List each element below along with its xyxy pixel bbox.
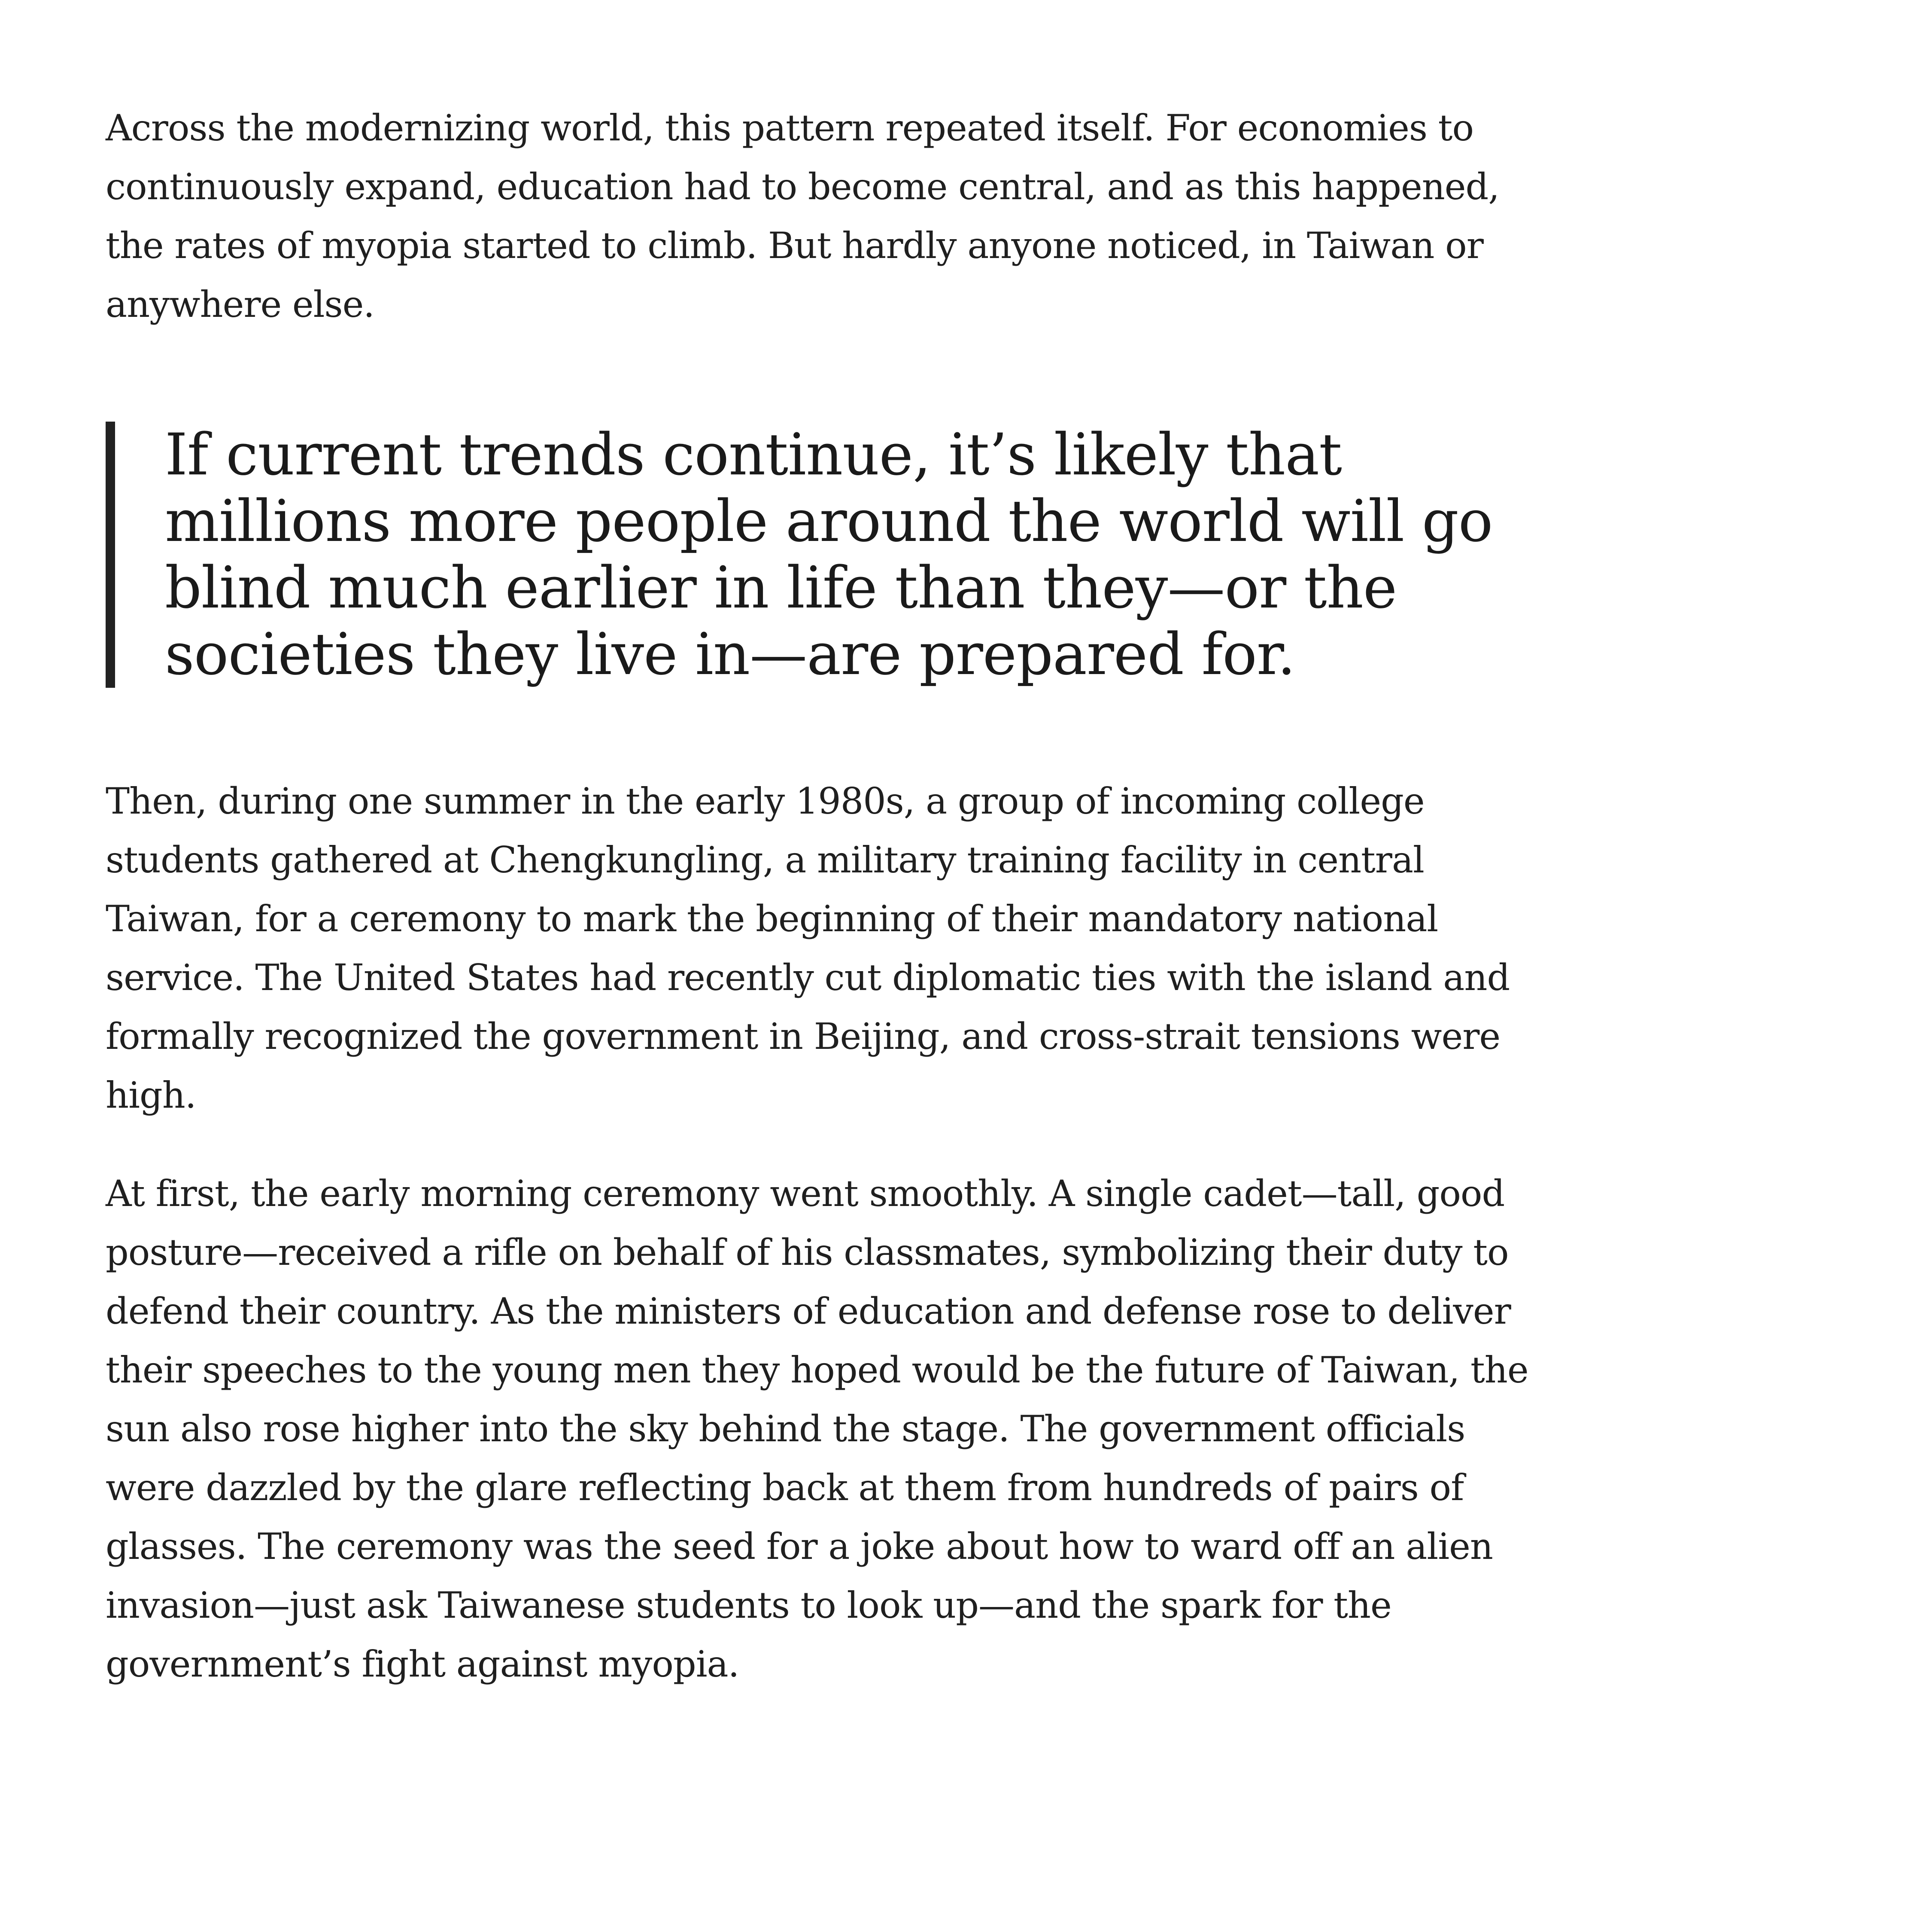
article-body	[106, 99, 1557, 1694]
article-paragraph-ceremony: At first, the early morning ceremony went smoothly. A single cadet—tall, good posture—received a rifle on behalf of his classmates, symbolizing their duty to defend their country. As the ministers of education and defense rose to deliver their speeches to the young men they hoped would be the future of Taiwan, the sun also rose higher into the sky behind the stage. The government officials were dazzled by the glare reflecting back at them from hundreds of pairs of glasses. The ceremony was the seed for a joke about how to ward off an alien invasion—just ask Taiwanese students to look up—and the spark for the government’s fight against myopia.	[106, 1173, 1528, 1685]
pull-quote-text: If current trends continue, it’s likely that millions more people around the world will go blind much earlier in life than they—or the societies they live in—are prepared for.	[165, 421, 1493, 688]
pull-quote	[106, 422, 1557, 688]
article-paragraph-chengkungling: Then, during one summer in the early 1980s, a group of incoming college students gathered at Chengkungling, a military training facility in central Taiwan, for a ceremony to mark the beginning of their mandatory national service. The United States had recently cut diplomatic ties with the island and formally recognized the government in Beijing, and cross-strait tensions were high.	[106, 780, 1510, 1116]
article-paragraph-intro: Across the modernizing world, this pattern repeated itself. For economies to continuously expand, education had to become central, and as this happened, the rates of myopia started to climb. But hardly anyone noticed, in Taiwan or anywhere else.	[106, 107, 1499, 325]
